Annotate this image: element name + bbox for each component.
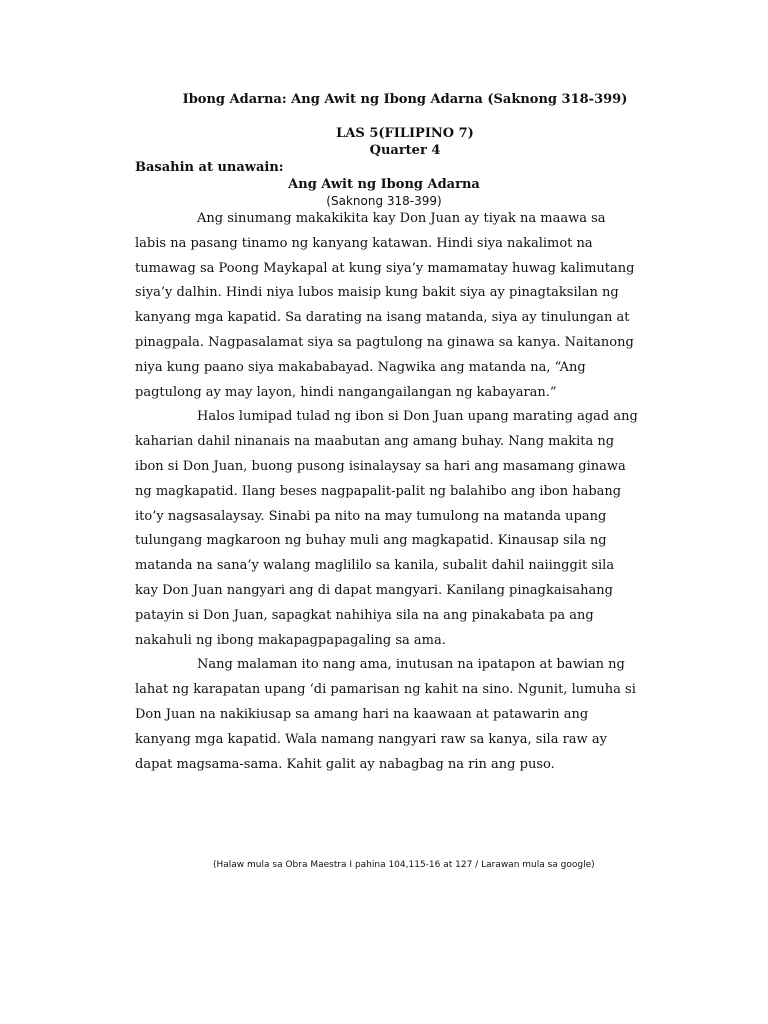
las-heading: LAS 5(FILIPINO 7) (336, 126, 474, 141)
stanza-range: (Saknong 318-399) (326, 194, 442, 208)
body-text (135, 207, 640, 777)
paragraph-3: Nang malaman ito nang ama, inutusan na ipatapon at bawian ng lahat ng karapatan upang ‘di pamarisan ng kahit na sino. Ngunit, lumuha si Don Juan na nakikiusap sa amang hari na kaawaan at patawarin ang kanyang mga kapatid. Wala namang nangyari raw sa kanya, sila raw ay dapat magsama-sama. Kahit galit ay nabagbag na rin ang puso. (135, 657, 636, 772)
quarter-heading: Quarter 4 (369, 143, 441, 158)
paragraph-2: Halos lumipad tulad ng ibon si Don Juan upang marating agad ang kaharian dahil ninanais na maabutan ang amang buhay. Nang makita ng ibon si Don Juan, buong pusong isinalaysay sa hari ang masamang ginawa ng magkapatid. Ilang beses nagpapalit-palit ng balahibo ang ibon habang ito’y nagsasalaysay. Sinabi pa nito na may tumulong na matanda upang tulungang magkaroon ng buhay muli ang magkapatid. Kinausap sila ng matanda na sana’y walang maglililo sa kanila, subalit dahil naiinggit sila kay Don Juan nangyari ang di dapat mangyari. Kanilang pinagkaisahang patayin si Don Juan, sapagkat nahihiya sila na ang pinakabata pa ang nakahuli ng ibong makapagpapagaling sa ama. (135, 409, 638, 648)
story-title: Ang Awit ng Ibong Adarna (288, 177, 480, 192)
source-note: (Halaw mula sa Obra Maestra I pahina 104,115-16 at 127 / Larawan mula sa google) (213, 860, 595, 870)
paragraph-1: Ang sinumang makakikita kay Don Juan ay tiyak na maawa sa labis na pasang tinamo ng kanyang katawan. Hindi siya nakalimot na tumawag sa Poong Maykapal at kung siya’y mamamatay huwag kalimutang siya’y dalhin. Hindi niya lubos maisip kung bakit siya ay pinagtaksilan ng kanyang mga kapatid. Sa darating na isang matanda, siya ay tinulungan at pinagpala. Nagpasalamat siya sa pagtulong na ginawa sa kanya. Naitanong niya kung paano siya makababayad. Nagwika ang matanda na, “Ang pagtulong ay may layon, hindi nangangailangan ng kabayaran.” (135, 211, 635, 400)
instruction-label: Basahin at unawain: (135, 160, 284, 175)
document-title: Ibong Adarna: Ang Awit ng Ibong Adarna (Saknong 318-399) (182, 92, 628, 107)
